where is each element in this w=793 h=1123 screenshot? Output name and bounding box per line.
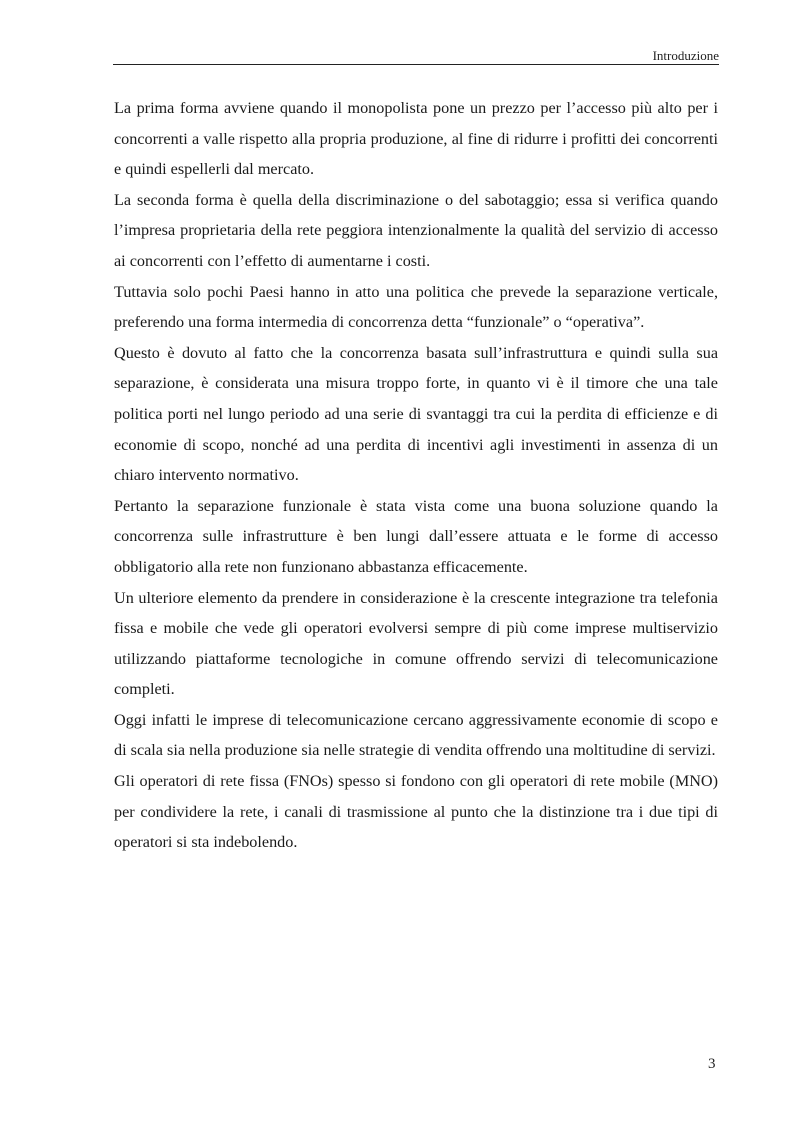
paragraph-5: Pertanto la separazione funzionale è stata vista come una buona soluzione quando la concorrenza sulle infrastrutture è ben lungi dall’essere attuata e le forme di accesso obbligatorio alla rete non funzionano abbastanza efficacemente. (114, 496, 718, 576)
running-header (113, 44, 719, 65)
paragraph-3: Tuttavia solo pochi Paesi hanno in atto una politica che prevede la separazione verticale, preferendo una forma intermedia di concorrenza detta “funzionale” o “operativa”. (114, 282, 718, 332)
paragraph-7: Oggi infatti le imprese di telecomunicazione cercano aggressivamente economie di scopo e di scala sia nella produzione sia nelle strategie di vendita offrendo una moltitudine di servizi. (114, 710, 718, 760)
paragraph-4: Questo è dovuto al fatto che la concorrenza basata sull’infrastruttura e quindi sulla sua separazione, è considerata una misura troppo forte, in quanto vi è il timore che una tale politica porti nel lungo periodo ad una serie di svantaggi tra cui la perdita di efficienze e di economie di scopo, nonché ad una perdita di incentivi agli investimenti in assenza di un chiaro intervento normativo. (114, 343, 718, 485)
section-title: Introduzione (652, 48, 719, 63)
paragraph-2: La seconda forma è quella della discriminazione o del sabotaggio; essa si verifica quando l’impresa proprietaria della rete peggiora intenzionalmente la qualità del servizio di accesso ai concorrenti con l’effetto di aumentarne i costi. (114, 190, 718, 270)
paragraph-1: La prima forma avviene quando il monopolista pone un prezzo per l’accesso più alto per i concorrenti a valle rispetto alla propria produzione, al fine di ridurre i profitti dei concorrenti e quindi espellerli dal mercato. (114, 99, 718, 179)
page-number: 3 (708, 1056, 716, 1072)
paragraph-8: Gli operatori di rete fissa (FNOs) spesso si fondono con gli operatori di rete mobile (MNO) per condividere la rete, i canali di trasmissione al punto che la distinzione tra i due tipi di operatori si sta indebolendo. (114, 772, 718, 852)
paragraph-6: Un ulteriore elemento da prendere in considerazione è la crescente integrazione tra telefonia fissa e mobile che vede gli operatori evolversi sempre di più come imprese multiservizio utilizzando piattaforme tecnologiche in comune offrendo servizi di telecomunicazione completi. (114, 588, 718, 699)
body-text (114, 93, 718, 858)
